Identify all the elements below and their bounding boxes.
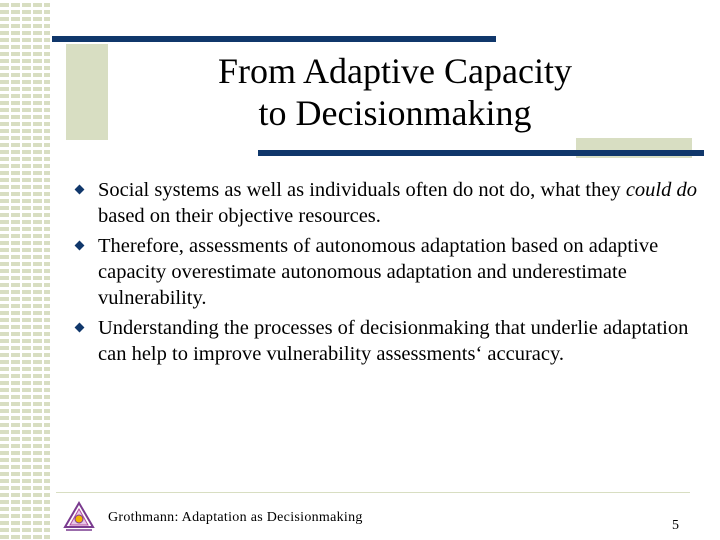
bullet-list <box>72 177 700 371</box>
slide-title-line-2: to Decisionmaking <box>258 93 532 133</box>
slide-title-line-1: From Adaptive Capacity <box>218 51 572 91</box>
bullet-item-1 <box>72 177 700 229</box>
diamond-bullet-icon <box>75 185 85 195</box>
bullet-2-text: Therefore, assessments of autonomous adaptation based on adaptive capacity overestimate autonomous adaptation and underestimate vulnerability. <box>98 235 659 309</box>
title-bar-top <box>52 36 496 42</box>
title-accent-block <box>66 44 108 140</box>
bullet-3-text: Understanding the processes of decisionmaking that underlie adaptation can help to improve vulnerability assessments‘ accuracy. <box>98 317 689 365</box>
bullet-1-text-end: based on their objective resources. <box>98 205 381 227</box>
decorative-side-pattern <box>0 0 50 540</box>
diamond-bullet-icon <box>75 323 85 333</box>
bullet-item-3 <box>72 315 700 367</box>
page-number: 5 <box>672 518 679 533</box>
bullet-item-2 <box>72 233 700 311</box>
bullet-1-italic: could do <box>625 179 697 201</box>
title-bar-bottom <box>258 150 704 156</box>
footer-text: Grothmann: Adaptation as Decisionmaking <box>108 510 363 525</box>
bullet-1-text-start: Social systems as well as individuals often do not do, what they <box>98 179 626 201</box>
footer-logo-icon <box>62 500 96 532</box>
diamond-bullet-icon <box>75 241 85 251</box>
footer-divider <box>56 492 690 493</box>
slide-title <box>110 50 680 134</box>
